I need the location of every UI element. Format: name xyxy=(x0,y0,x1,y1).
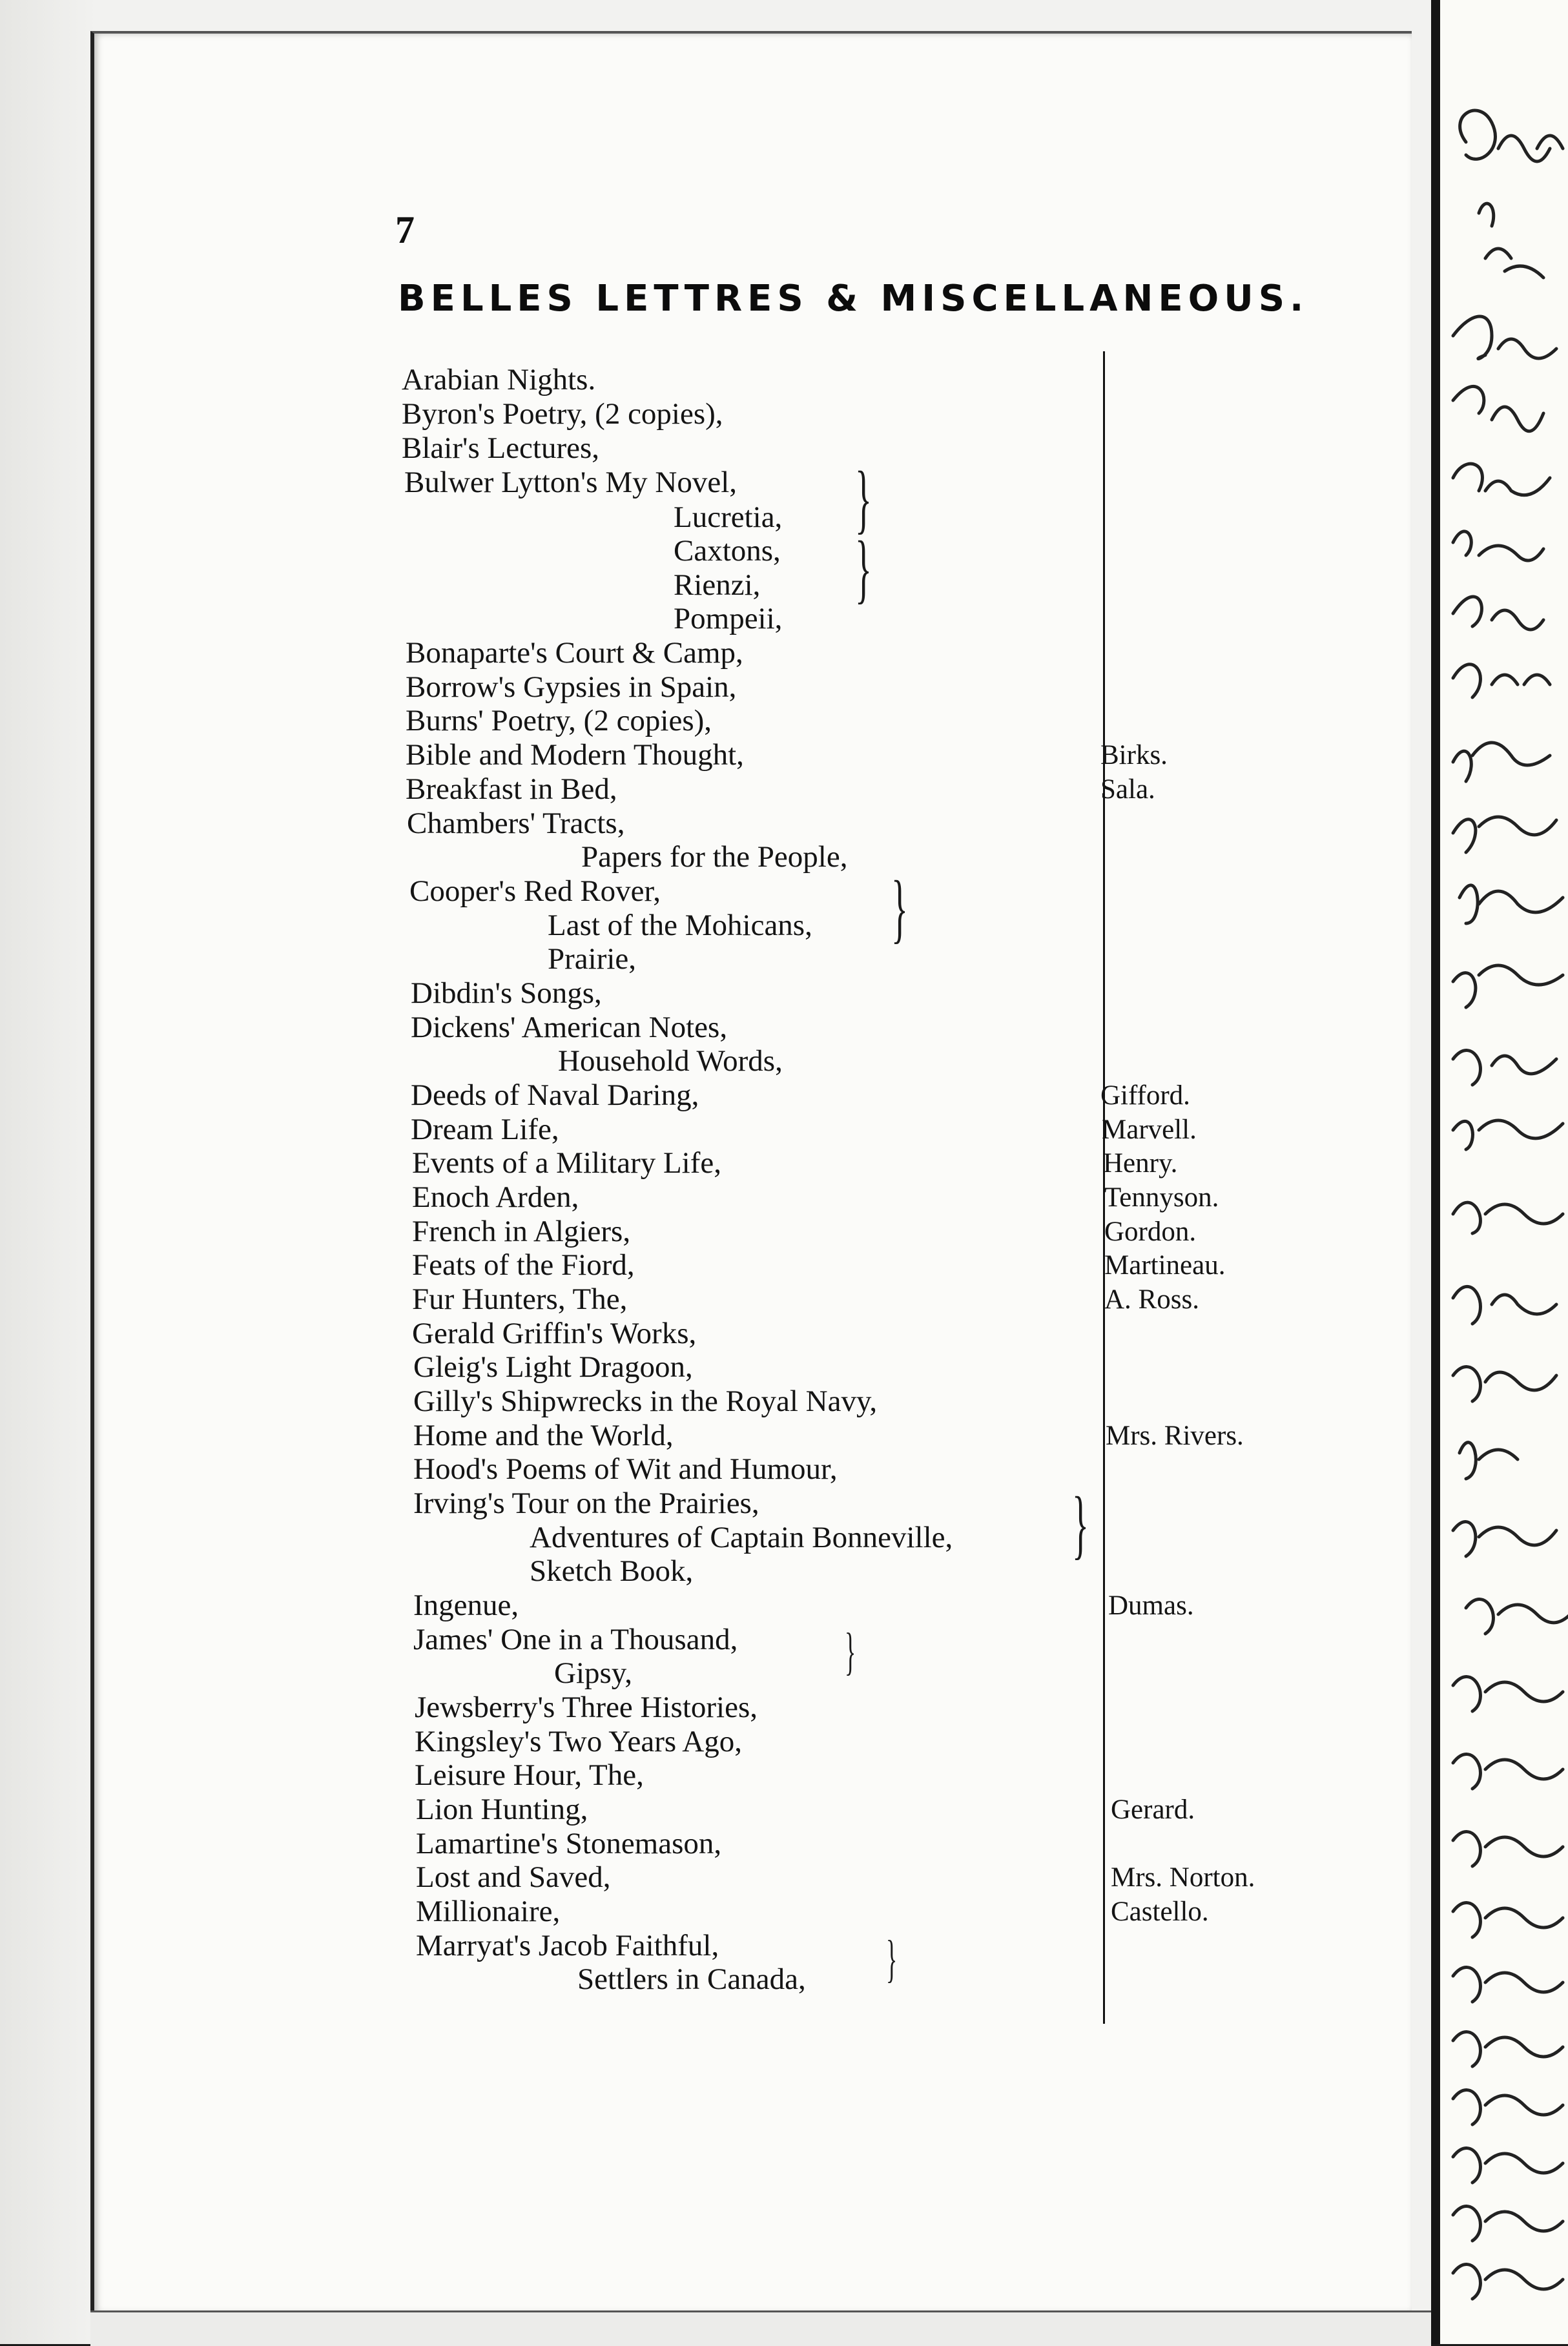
entry-cooper-prairie: Prairie, xyxy=(548,942,637,976)
entry-bulwer-rienzi: Rienzi, xyxy=(674,568,761,602)
author-gerard: Gerard. xyxy=(1111,1795,1195,1825)
author-castello: Castello. xyxy=(1111,1897,1209,1927)
entry-french-in-algiers: French in Algiers, xyxy=(412,1215,631,1248)
entry-enoch-arden: Enoch Arden, xyxy=(412,1180,579,1214)
entry-cooper-mohicans: Last of the Mohicans, xyxy=(548,909,812,942)
entry-fur-hunters: Fur Hunters, The, xyxy=(412,1282,628,1316)
brace-marryat: } xyxy=(886,1931,898,1988)
entry-bulwer-pompeii: Pompeii, xyxy=(674,602,783,635)
entry-chambers-papers: Papers for the People, xyxy=(581,840,848,874)
entry-leisure-hour: Leisure Hour, The, xyxy=(415,1758,644,1792)
entry-lion-hunting: Lion Hunting, xyxy=(416,1793,588,1826)
author-birks: Birks. xyxy=(1100,740,1168,770)
entry-irving-tour-prairies: Irving's Tour on the Prairies, xyxy=(413,1487,759,1520)
handwriting-lines xyxy=(1453,110,1568,2299)
entry-feats-of-fiord: Feats of the Fiord, xyxy=(412,1248,635,1282)
entry-jewsberry-histories: Jewsberry's Three Histories, xyxy=(415,1691,758,1724)
entry-bulwer-caxtons: Caxtons, xyxy=(674,534,781,568)
entry-dickens-household-words: Household Words, xyxy=(558,1044,783,1078)
entry-arabian-nights: Arabian Nights. xyxy=(402,363,596,396)
entry-ingenue: Ingenue, xyxy=(413,1589,519,1622)
brace-irving: } xyxy=(1072,1481,1089,1567)
entry-marryat-jacob-faithful: Marryat's Jacob Faithful, xyxy=(416,1929,719,1962)
entry-gleig-light-dragoon: Gleig's Light Dragoon, xyxy=(413,1350,693,1384)
entry-millionaire: Millionaire, xyxy=(416,1895,561,1928)
brace-cooper: } xyxy=(891,865,908,951)
author-marvell: Marvell. xyxy=(1102,1115,1197,1145)
entry-bible-modern-thought: Bible and Modern Thought, xyxy=(406,738,744,772)
entry-james-one-thousand: James' One in a Thousand, xyxy=(413,1623,738,1656)
author-mrs-norton: Mrs. Norton. xyxy=(1111,1862,1255,1893)
adjacent-handwritten-page xyxy=(1431,0,1568,2344)
brace-bulwer-a: } xyxy=(855,455,872,541)
entry-blair-lectures: Blair's Lectures, xyxy=(402,431,600,465)
entry-breakfast-in-bed: Breakfast in Bed, xyxy=(406,772,617,806)
entry-lost-and-saved: Lost and Saved, xyxy=(416,1860,611,1894)
author-henry: Henry. xyxy=(1103,1148,1178,1178)
entry-james-gipsy: Gipsy, xyxy=(554,1656,632,1690)
entry-kingsley-two-years: Kingsley's Two Years Ago, xyxy=(415,1725,742,1758)
author-tennyson: Tennyson. xyxy=(1104,1182,1219,1213)
brace-james: } xyxy=(845,1623,856,1680)
brace-bulwer-b: } xyxy=(855,525,872,611)
author-gordon: Gordon. xyxy=(1104,1217,1197,1247)
entry-dream-life: Dream Life, xyxy=(411,1113,559,1146)
entry-dickens-american-notes: Dickens' American Notes, xyxy=(411,1011,728,1044)
entry-lamartine-stonemason: Lamartine's Stonemason, xyxy=(416,1827,722,1860)
left-binding-margin xyxy=(0,0,97,2344)
entry-chambers-tracts: Chambers' Tracts, xyxy=(407,807,625,840)
entry-cooper-red-rover: Cooper's Red Rover, xyxy=(409,874,661,908)
author-a-ross: A. Ross. xyxy=(1104,1284,1199,1315)
author-gifford: Gifford. xyxy=(1100,1080,1190,1111)
page-heading: BELLES LETTRES & MISCELLANEOUS. xyxy=(398,278,1309,320)
author-martineau: Martineau. xyxy=(1104,1250,1226,1281)
page-number: 7 xyxy=(395,209,415,251)
entry-bonaparte-court: Bonaparte's Court & Camp, xyxy=(406,636,743,670)
entry-byron-poetry: Byron's Poetry, (2 copies), xyxy=(402,397,723,431)
entry-events-military-life: Events of a Military Life, xyxy=(412,1146,721,1180)
entry-irving-bonneville: Adventures of Captain Bonneville, xyxy=(530,1521,953,1554)
handwriting-strokes xyxy=(1440,0,1568,2344)
page-bottom-edge xyxy=(90,2310,1431,2346)
entry-bulwer-my-novel: Bulwer Lytton's My Novel, xyxy=(404,466,738,499)
entry-dibdin-songs: Dibdin's Songs, xyxy=(411,976,602,1010)
entry-burns-poetry: Burns' Poetry, (2 copies), xyxy=(406,704,712,737)
entry-marryat-settlers: Settlers in Canada, xyxy=(577,1962,806,1996)
author-sala: Sala. xyxy=(1100,774,1155,805)
author-mrs-rivers: Mrs. Rivers. xyxy=(1106,1421,1244,1451)
entry-gerald-griffin: Gerald Griffin's Works, xyxy=(412,1317,697,1350)
entry-deeds-naval-daring: Deeds of Naval Daring, xyxy=(411,1078,699,1112)
entry-borrow-gypsies: Borrow's Gypsies in Spain, xyxy=(406,670,737,704)
entry-hood-poems: Hood's Poems of Wit and Humour, xyxy=(413,1452,838,1486)
entry-gilly-shipwrecks: Gilly's Shipwrecks in the Royal Navy, xyxy=(413,1384,878,1418)
author-dumas: Dumas. xyxy=(1108,1590,1194,1621)
entry-irving-sketch-book: Sketch Book, xyxy=(530,1554,694,1588)
entry-home-and-world: Home and the World, xyxy=(413,1419,674,1452)
entry-bulwer-lucretia: Lucretia, xyxy=(674,500,783,534)
